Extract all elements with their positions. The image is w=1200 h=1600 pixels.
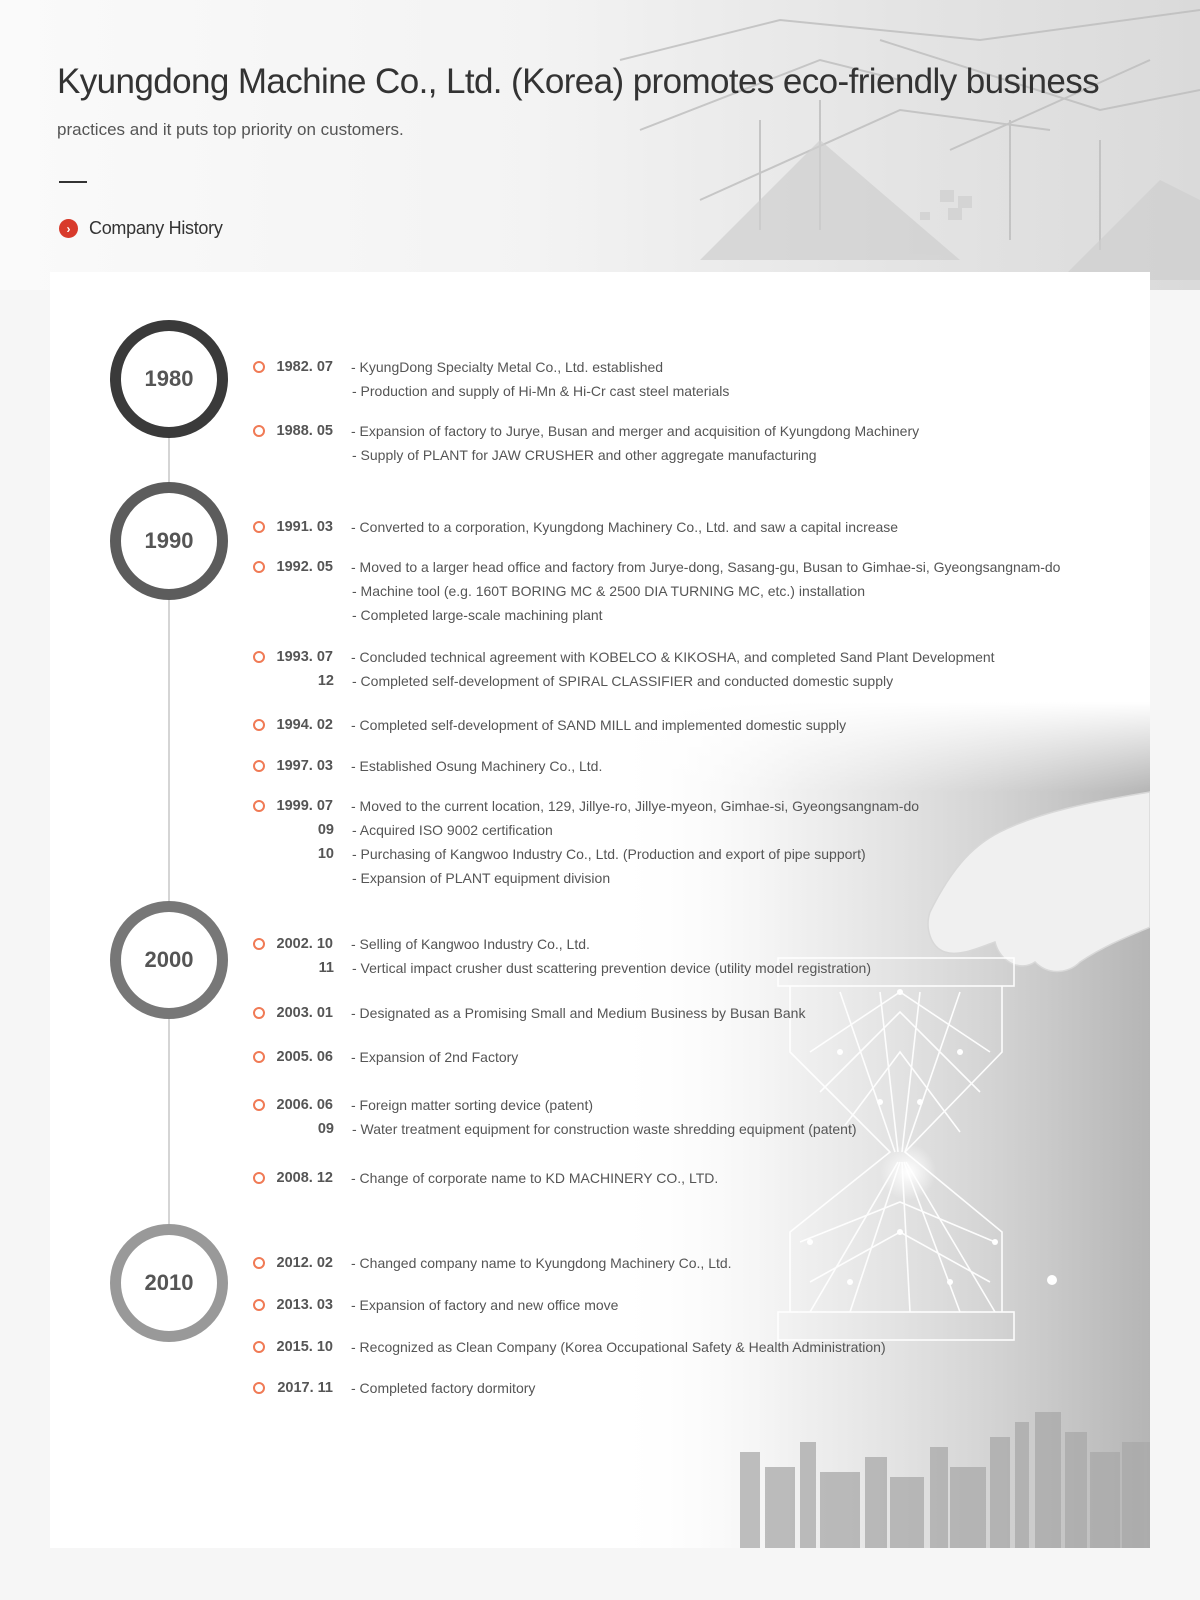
timeline-dot-icon — [253, 1382, 265, 1394]
history-text: - Foreign matter sorting device (patent) — [351, 1097, 593, 1113]
decade-badge-1990: 1990 — [110, 482, 228, 600]
history-date: 1991. 03 — [276, 519, 333, 535]
history-date: 1992. 05 — [276, 559, 333, 575]
history-text: - Expansion of factory and new office move — [351, 1297, 619, 1313]
history-line — [253, 1117, 1133, 1141]
history-entry — [253, 645, 1133, 693]
history-date: 2003. 01 — [276, 1005, 333, 1021]
timeline-dot-icon — [253, 719, 265, 731]
timeline-dot-icon — [253, 1099, 265, 1111]
history-line — [253, 579, 1133, 603]
history-line — [253, 818, 1133, 842]
timeline-dot-icon — [253, 1341, 265, 1353]
history-date: 1982. 07 — [276, 359, 333, 375]
history-line — [253, 379, 1133, 403]
history-text: - Moved to the current location, 129, Jillye-ro, Jillye-myeon, Gimhae-si, Gyeongsangnam-do — [351, 798, 920, 814]
history-text: - Designated as a Promising Small and Medium Business by Busan Bank — [351, 1005, 806, 1021]
history-text: - Change of corporate name to KD MACHINERY CO., LTD. — [351, 1170, 719, 1186]
history-entry — [253, 419, 1133, 467]
history-date: 1993. 07 — [276, 649, 333, 665]
chevron-right-icon: › — [59, 219, 78, 238]
history-date: 10 — [317, 846, 334, 862]
history-line — [253, 1045, 1133, 1069]
history-text: - Completed large-scale machining plant — [352, 607, 603, 623]
history-date: 09 — [317, 822, 334, 838]
history-line — [253, 932, 1133, 956]
history-line — [253, 669, 1133, 693]
history-line — [253, 1293, 1133, 1317]
history-text: - Converted to a corporation, Kyungdong Machinery Co., Ltd. and saw a capital increase — [351, 519, 899, 535]
history-date: 12 — [317, 673, 334, 689]
history-line — [253, 1001, 1133, 1025]
history-text: - Expansion of PLANT equipment division — [352, 870, 611, 886]
section-title-label: Company History — [89, 218, 223, 238]
history-text: - Expansion of factory to Jurye, Busan and merger and acquisition of Kyungdong Machinery — [351, 423, 920, 439]
timeline-dot-icon — [253, 1007, 265, 1019]
timeline-dot-icon — [253, 651, 265, 663]
history-line — [253, 555, 1133, 579]
timeline-dot-icon — [253, 800, 265, 812]
timeline-dot-icon — [253, 938, 265, 950]
timeline-dot-icon — [253, 521, 265, 533]
history-date: 1999. 07 — [276, 798, 333, 814]
history-date: 1997. 03 — [276, 758, 333, 774]
timeline-dot-icon — [253, 561, 265, 573]
history-date: 2012. 02 — [276, 1255, 333, 1271]
history-date: 2008. 12 — [276, 1170, 333, 1186]
history-entry — [253, 754, 1133, 778]
history-date: 2015. 10 — [276, 1339, 333, 1355]
decade-badge-2000: 2000 — [110, 901, 228, 1019]
history-line — [253, 1251, 1133, 1275]
history-date: 2002. 10 — [276, 936, 333, 952]
history-line — [253, 713, 1133, 737]
history-line — [253, 1166, 1133, 1190]
history-line — [253, 754, 1133, 778]
history-text: - Recognized as Clean Company (Korea Occupational Safety & Health Administration) — [351, 1339, 886, 1355]
history-entry — [253, 1045, 1133, 1069]
history-entry — [253, 1251, 1133, 1275]
history-entry — [253, 713, 1133, 737]
history-text: - Completed self-development of SPIRAL CLASSIFIER and conducted domestic supply — [352, 673, 894, 689]
timeline-dot-icon — [253, 361, 265, 373]
history-text: - Established Osung Machinery Co., Ltd. — [351, 758, 603, 774]
section-title — [59, 218, 223, 239]
history-date: 09 — [317, 1121, 334, 1137]
history-line — [253, 645, 1133, 669]
history-text: - Machine tool (e.g. 160T BORING MC & 2500 DIA TURNING MC, etc.) installation — [352, 583, 865, 599]
history-line — [253, 515, 1133, 539]
history-entry — [253, 1293, 1133, 1317]
history-text: - Expansion of 2nd Factory — [351, 1049, 519, 1065]
history-date: 11 — [318, 960, 334, 976]
history-entry — [253, 515, 1133, 539]
history-date: 1988. 05 — [276, 423, 333, 439]
history-line — [253, 956, 1133, 980]
history-line — [253, 443, 1133, 467]
history-date: 2017. 11 — [277, 1380, 333, 1396]
history-line — [253, 1093, 1133, 1117]
history-line — [253, 842, 1133, 866]
timeline-dot-icon — [253, 1257, 265, 1269]
history-entry — [253, 932, 1133, 980]
history-entry — [253, 1166, 1133, 1190]
history-entry — [253, 1093, 1133, 1141]
timeline-dot-icon — [253, 1172, 265, 1184]
history-line — [253, 355, 1133, 379]
history-text: - KyungDong Specialty Metal Co., Ltd. established — [351, 359, 664, 375]
history-text: - Moved to a larger head office and factory from Jurye-dong, Sasang-gu, Busan to Gimhae-si, Gyeongsangnam-do — [351, 559, 1061, 575]
history-entry — [253, 794, 1133, 890]
timeline-dot-icon — [253, 1051, 265, 1063]
history-entry — [253, 1376, 1133, 1400]
history-line — [253, 866, 1133, 890]
history-entry — [253, 1001, 1133, 1025]
timeline-dot-icon — [253, 425, 265, 437]
history-line — [253, 1376, 1133, 1400]
history-date: 2006. 06 — [276, 1097, 333, 1113]
history-text: - Selling of Kangwoo Industry Co., Ltd. — [351, 936, 590, 952]
history-text: - Purchasing of Kangwoo Industry Co., Ltd. (Production and export of pipe support) — [352, 846, 866, 862]
timeline-dot-icon — [253, 1299, 265, 1311]
decade-badge-2010: 2010 — [110, 1224, 228, 1342]
history-text: - Completed factory dormitory — [351, 1380, 536, 1396]
history-text: - Concluded technical agreement with KOBELCO & KIKOSHA, and completed Sand Plant Development — [351, 649, 995, 665]
industrial-plant-illustration — [0, 0, 1200, 290]
history-line — [253, 419, 1133, 443]
decade-badge-1980: 1980 — [110, 320, 228, 438]
history-entry — [253, 555, 1133, 627]
history-text: - Supply of PLANT for JAW CRUSHER and other aggregate manufacturing — [352, 447, 817, 463]
page-subline: practices and it puts top priority on customers. — [57, 120, 404, 139]
history-text: - Acquired ISO 9002 certification — [352, 822, 553, 838]
divider — [59, 181, 87, 183]
history-line — [253, 1335, 1133, 1359]
history-date: 1994. 02 — [276, 717, 333, 733]
header-background — [0, 0, 1200, 290]
history-line — [253, 794, 1133, 818]
history-entry — [253, 1335, 1133, 1359]
history-date: 2005. 06 — [276, 1049, 333, 1065]
timeline-line — [168, 320, 170, 1320]
timeline-dot-icon — [253, 760, 265, 772]
history-date: 2013. 03 — [276, 1297, 333, 1313]
history-text: - Completed self-development of SAND MILL and implemented domestic supply — [351, 717, 847, 733]
history-entry — [253, 355, 1133, 403]
history-text: - Vertical impact crusher dust scattering prevention device (utility model registration) — [352, 960, 871, 976]
history-text: - Water treatment equipment for construction waste shredding equipment (patent) — [352, 1121, 857, 1137]
history-text: - Changed company name to Kyungdong Machinery Co., Ltd. — [351, 1255, 732, 1271]
history-line — [253, 603, 1133, 627]
page-headline: Kyungdong Machine Co., Ltd. (Korea) promotes eco-friendly business — [57, 62, 1100, 101]
history-text: - Production and supply of Hi-Mn & Hi-Cr cast steel materials — [352, 383, 730, 399]
